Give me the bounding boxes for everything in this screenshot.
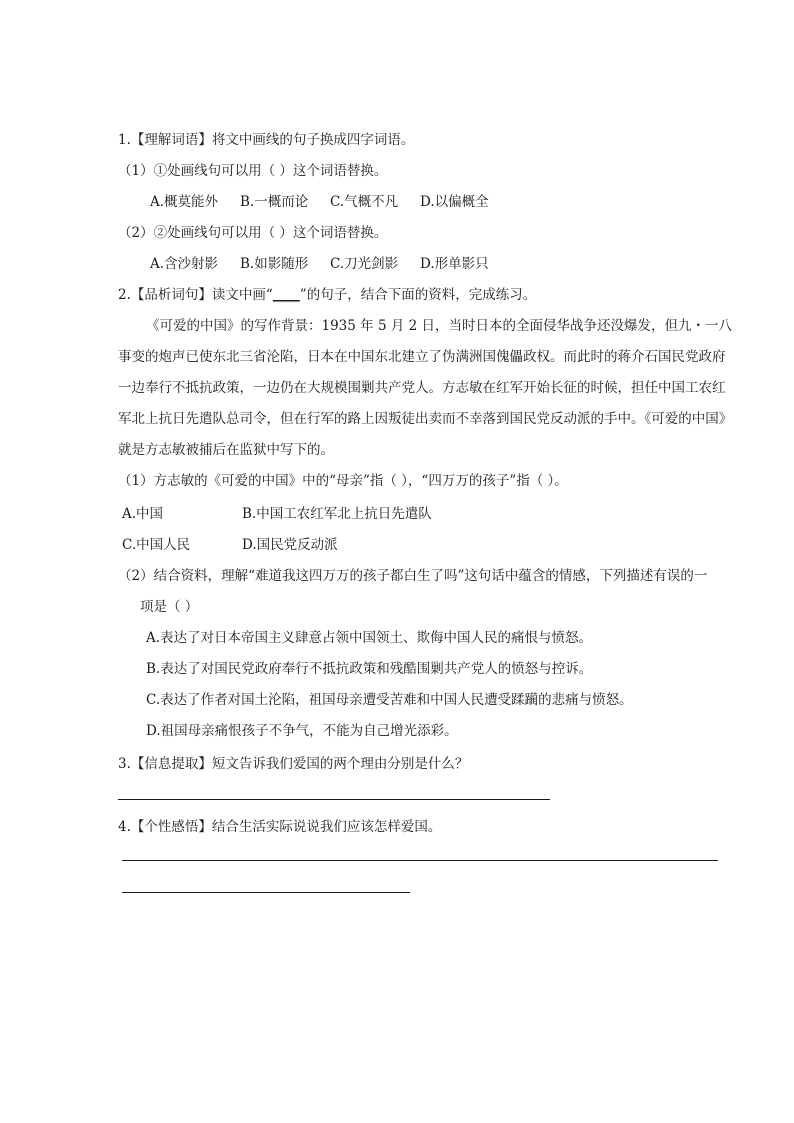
q2-sub2-option-a: A.表达了对日本帝国主义肆意占领中国领土、欺侮中国人民的痛恨与愤怒。 [146, 630, 593, 646]
q2-sub1-options-row2 [122, 535, 338, 555]
material-line: 就是方志敏被捕后在监狱中写下的。 [118, 442, 334, 458]
q4-answer-line-1[interactable] [122, 860, 718, 861]
option-d: D.国民党反动派 [242, 537, 338, 553]
option-c: C.气概不凡 [330, 194, 399, 210]
q1-stem: 1.【理解词语】将文中画线的句子换成四字词语。 [118, 132, 415, 148]
material-line: 事变的炮声已使东北三省沦陷，日本在中国东北建立了伪满洲国傀儡政权。而此时的蒋介石国民党政府 [118, 349, 726, 365]
q2-sub2-line1: （2）结合资料，理解“难道我这四万万的孩子都白生了吗”这句话中蕴含的情感，下列描述有误的一 [118, 568, 708, 584]
option-c: C.中国人民 [122, 537, 191, 553]
material-line: 军北上抗日先遣队总司令，但在行军的路上因叛徒出卖而不幸落到国民党反动派的手中。《可爱的中国》 [118, 411, 733, 427]
q2-sub1-options-row1 [122, 504, 432, 524]
q1-sub2-options [150, 254, 489, 274]
q2-sub2-option-d: D.祖国母亲痛恨孩子不争气，不能为自己增光添彩。 [146, 723, 458, 739]
q2-sub2-option-c: C.表达了作者对国土沦陷，祖国母亲遭受苦难和中国人民遭受蹂躏的悲痛与愤怒。 [146, 692, 633, 708]
option-a: A.含沙射影 [150, 256, 219, 272]
q2-stem-suffix: ”的句子，结合下面的资料，完成练习。 [299, 287, 537, 303]
option-b: B.一概而论 [240, 194, 309, 210]
q1-sub1: （1）①处画线句可以用（ ）这个词语替换。 [118, 163, 388, 179]
q2-stem-blank: ____ [272, 287, 300, 303]
q2-sub2-option-b: B.表达了对国民党政府奉行不抵抗政策和残酷围剿共产党人的愤怒与控诉。 [146, 661, 593, 677]
material-line: 《可爱的中国》的写作背景：1935 年 5 月 2 日，当时日本的全面侵华战争还没爆发，但九・一八 [146, 318, 732, 334]
option-d: D.以偏概全 [420, 194, 489, 210]
q2-stem-prefix: 2.【品析词句】读文中画“ [118, 287, 273, 303]
q3-stem: 3.【信息提取】短文告诉我们爱国的两个理由分别是什么？ [118, 756, 469, 772]
q2-sub1: （1）方志敏的《可爱的中国》中的“母亲”指（ ），“四万万的孩子”指（ ）。 [118, 473, 568, 489]
q3-answer-line[interactable] [118, 799, 550, 800]
q2-stem [118, 285, 536, 305]
q1-sub2: （2）②处画线句可以用（ ）这个词语替换。 [118, 225, 388, 241]
option-b: B.如影随形 [240, 256, 309, 272]
q4-answer-line-2[interactable] [122, 892, 410, 893]
option-a: A.概莫能外 [150, 194, 219, 210]
option-b: B.中国工农红军北上抗日先遣队 [242, 506, 432, 522]
material-line: 一边奉行不抵抗政策，一边仍在大规模围剿共产党人。方志敏在红军开始长征的时候，担任中国工农红 [118, 380, 726, 396]
option-c: C.刀光剑影 [330, 256, 399, 272]
q2-sub2-line2: 项是（ ） [140, 599, 199, 615]
q4-stem: 4.【个性感悟】结合生活实际说说我们应该怎样爱国。 [118, 819, 442, 835]
q1-sub1-options [150, 192, 489, 212]
option-d: D.形单影只 [420, 256, 489, 272]
option-a: A.中国 [122, 506, 164, 522]
